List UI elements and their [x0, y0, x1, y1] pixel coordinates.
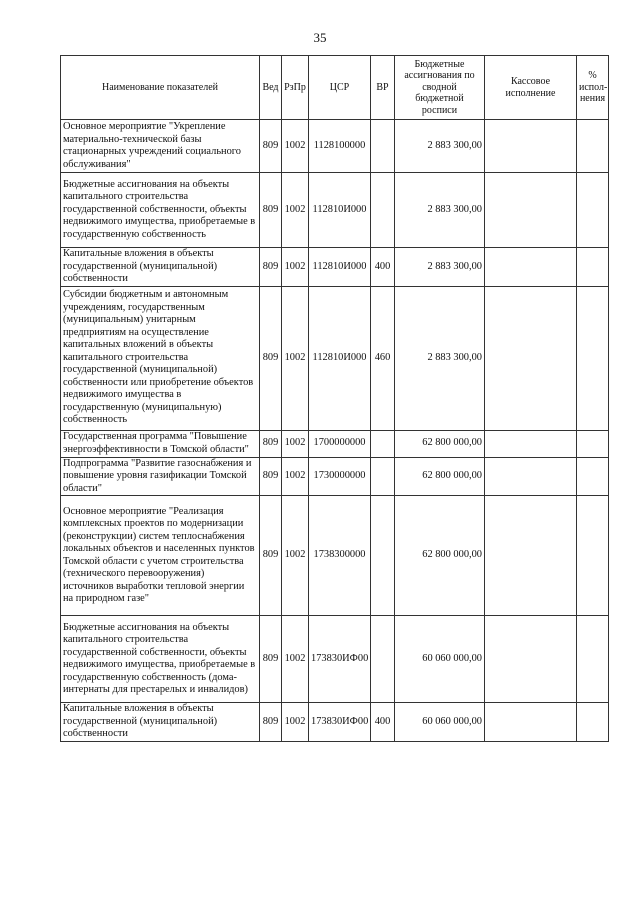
- cell-percent: [577, 616, 609, 703]
- table-row: [61, 496, 609, 616]
- cell-cash: [485, 120, 577, 173]
- cell-budget: 2 883 300,00: [395, 173, 485, 248]
- cell-name: Государственная программа "Повышение энергоэффективности в Томской области": [61, 430, 260, 457]
- cell-csr: 112810И000: [309, 286, 371, 430]
- cell-percent: [577, 120, 609, 173]
- cell-percent: [577, 248, 609, 287]
- cell-csr: 173830ИФ00: [309, 616, 371, 703]
- cell-csr: 112810И000: [309, 248, 371, 287]
- cell-cash: [485, 286, 577, 430]
- cell-ved: 809: [260, 496, 282, 616]
- cell-csr: 1700000000: [309, 430, 371, 457]
- cell-vr: [371, 496, 395, 616]
- cell-budget: 62 800 000,00: [395, 496, 485, 616]
- cell-vr: [371, 457, 395, 496]
- table-header-row: [61, 56, 609, 120]
- cell-name: Субсидии бюджетным и автономным учреждениям, государственным (муниципальным) унитарным предприятиям на осуществление капитальных вложений в объекты капитального строительства государственной (муниципальной) собственности или приобретение объектов недвижимого имущества в государственную (муниципальную) собственность: [61, 286, 260, 430]
- cell-csr: 1738300000: [309, 496, 371, 616]
- header-csr: ЦСР: [309, 56, 371, 120]
- cell-cash: [485, 457, 577, 496]
- cell-budget: 62 800 000,00: [395, 457, 485, 496]
- cell-percent: [577, 496, 609, 616]
- cell-name: Основное мероприятие "Реализация комплексных проектов по модернизации (реконструкции) систем теплоснабжения локальных объектов и населенных пунктов Томской области с учетом строительства (технического перевооружения) источников выработки тепловой энергии на природном газе": [61, 496, 260, 616]
- table-row: [61, 173, 609, 248]
- cell-vr: [371, 430, 395, 457]
- cell-rzpr: 1002: [282, 120, 309, 173]
- header-ved: Вед: [260, 56, 282, 120]
- cell-ved: 809: [260, 248, 282, 287]
- cell-cash: [485, 496, 577, 616]
- cell-rzpr: 1002: [282, 430, 309, 457]
- cell-name: Подпрограмма "Развитие газоснабжения и повышение уровня газификации Томской области": [61, 457, 260, 496]
- cell-percent: [577, 703, 609, 742]
- cell-rzpr: 1002: [282, 173, 309, 248]
- cell-vr: 400: [371, 703, 395, 742]
- cell-cash: [485, 173, 577, 248]
- header-percent: % испол-нения: [577, 56, 609, 120]
- cell-budget: 62 800 000,00: [395, 430, 485, 457]
- cell-vr: [371, 173, 395, 248]
- cell-ved: 809: [260, 457, 282, 496]
- page-number: 35: [313, 30, 327, 45]
- cell-ved: 809: [260, 430, 282, 457]
- cell-name: Бюджетные ассигнования на объекты капитального строительства государственной собственности, объекты недвижимого имущества, приобретаемые в государственную собственность: [61, 173, 260, 248]
- cell-name: Бюджетные ассигнования на объекты капитального строительства государственной собственности, объекты недвижимого имущества, приобретаемые в государственную собственность (дома-интернаты для престарелых и инвалидов): [61, 616, 260, 703]
- table-row: [61, 457, 609, 496]
- table-row: [61, 616, 609, 703]
- cell-rzpr: 1002: [282, 457, 309, 496]
- cell-budget: 2 883 300,00: [395, 286, 485, 430]
- cell-budget: 60 060 000,00: [395, 703, 485, 742]
- header-cash: Кассовое исполнение: [485, 56, 577, 120]
- cell-ved: 809: [260, 173, 282, 248]
- cell-vr: [371, 120, 395, 173]
- cell-budget: 60 060 000,00: [395, 616, 485, 703]
- cell-cash: [485, 248, 577, 287]
- table-row: [61, 286, 609, 430]
- budget-table: [60, 55, 609, 742]
- cell-name: Капитальные вложения в объекты государственной (муниципальной) собственности: [61, 703, 260, 742]
- cell-rzpr: 1002: [282, 703, 309, 742]
- header-name: Наименование показателей: [61, 56, 260, 120]
- cell-csr: 173830ИФ00: [309, 703, 371, 742]
- cell-name: Основное мероприятие "Укрепление материально-технической базы стационарных учреждений социального обслуживания": [61, 120, 260, 173]
- cell-ved: 809: [260, 703, 282, 742]
- cell-percent: [577, 286, 609, 430]
- cell-percent: [577, 430, 609, 457]
- cell-budget: 2 883 300,00: [395, 120, 485, 173]
- cell-rzpr: 1002: [282, 248, 309, 287]
- cell-budget: 2 883 300,00: [395, 248, 485, 287]
- cell-csr: 1730000000: [309, 457, 371, 496]
- header-budget: Бюджетные ассигнования по сводной бюджетной росписи: [395, 56, 485, 120]
- cell-csr: 112810И000: [309, 173, 371, 248]
- cell-cash: [485, 703, 577, 742]
- cell-ved: 809: [260, 286, 282, 430]
- cell-name: Капитальные вложения в объекты государственной (муниципальной) собственности: [61, 248, 260, 287]
- cell-vr: 400: [371, 248, 395, 287]
- cell-cash: [485, 430, 577, 457]
- cell-ved: 809: [260, 120, 282, 173]
- cell-percent: [577, 457, 609, 496]
- header-vr: ВР: [371, 56, 395, 120]
- cell-percent: [577, 173, 609, 248]
- table-row: [61, 430, 609, 457]
- cell-vr: 460: [371, 286, 395, 430]
- cell-rzpr: 1002: [282, 616, 309, 703]
- cell-rzpr: 1002: [282, 286, 309, 430]
- cell-cash: [485, 616, 577, 703]
- table-row: [61, 120, 609, 173]
- table-row: [61, 248, 609, 287]
- table-row: [61, 703, 609, 742]
- cell-ved: 809: [260, 616, 282, 703]
- cell-vr: [371, 616, 395, 703]
- header-rzpr: РзПр: [282, 56, 309, 120]
- cell-rzpr: 1002: [282, 496, 309, 616]
- cell-csr: 1128100000: [309, 120, 371, 173]
